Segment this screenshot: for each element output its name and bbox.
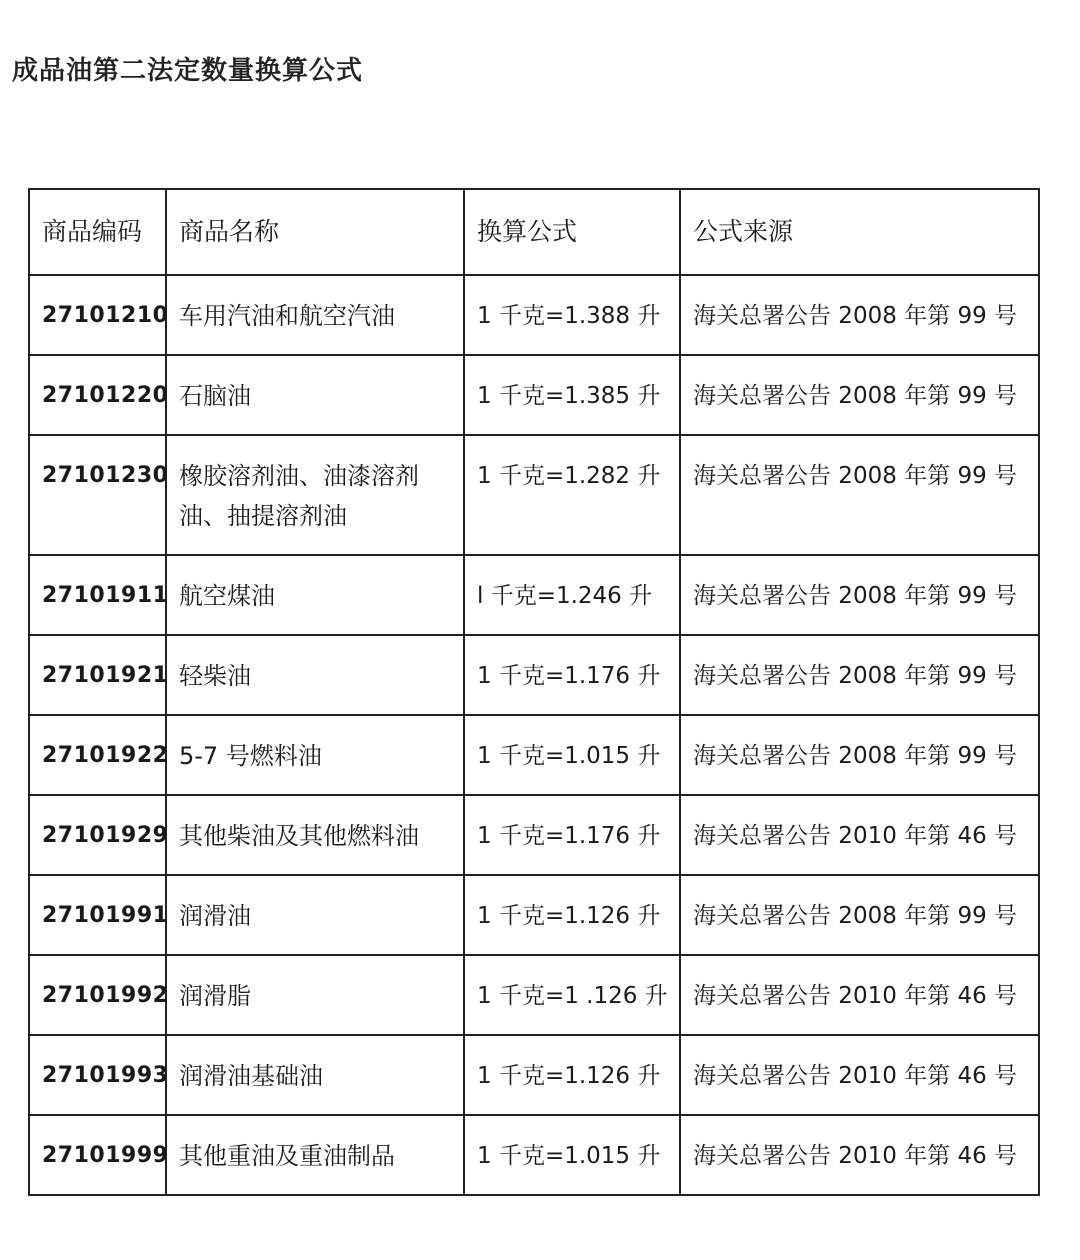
table-row [29,435,1039,555]
table-row [29,275,1039,355]
table-row [29,955,1039,1035]
cell-source: 海关总署公告 2010 年第 46 号 [680,1035,1039,1115]
cell-formula: 1 千克=1.015 升 [464,1115,680,1195]
cell-name: 润滑油基础油 [166,1035,464,1115]
cell-formula: 1 千克=1.126 升 [464,1035,680,1115]
table-row [29,635,1039,715]
table-row [29,875,1039,955]
cell-name: 其他柴油及其他燃料油 [166,795,464,875]
cell-formula: 1 千克=1.388 升 [464,275,680,355]
table-body [29,275,1039,1195]
document-title: 成品油第二法定数量换算公式 [12,56,364,86]
cell-code: 27101921 [29,635,166,715]
cell-source: 海关总署公告 2008 年第 99 号 [680,555,1039,635]
cell-source: 海关总署公告 2008 年第 99 号 [680,715,1039,795]
header-code: 商品编码 [29,189,166,275]
cell-source: 海关总署公告 2008 年第 99 号 [680,355,1039,435]
cell-source: 海关总署公告 2008 年第 99 号 [680,635,1039,715]
cell-formula: 1 千克=1.176 升 [464,635,680,715]
cell-code: 27101220 [29,355,166,435]
cell-code: 27101991 [29,875,166,955]
table-row [29,555,1039,635]
conversion-formula-table [28,188,1040,1196]
cell-formula: l 千克=1.246 升 [464,555,680,635]
cell-code: 27101230 [29,435,166,555]
header-row [29,189,1039,275]
cell-source: 海关总署公告 2010 年第 46 号 [680,955,1039,1035]
cell-name: 润滑油 [166,875,464,955]
cell-name: 航空煤油 [166,555,464,635]
cell-name: 橡胶溶剂油、油漆溶剂油、抽提溶剂油 [166,435,464,555]
cell-source: 海关总署公告 2008 年第 99 号 [680,435,1039,555]
cell-name: 润滑脂 [166,955,464,1035]
cell-name: 轻柴油 [166,635,464,715]
cell-name: 车用汽油和航空汽油 [166,275,464,355]
conversion-table-container [28,188,1038,1196]
cell-code: 27101992 [29,955,166,1035]
cell-formula: 1 千克=1 .126 升 [464,955,680,1035]
cell-formula: 1 千克=1.282 升 [464,435,680,555]
cell-formula: 1 千克=1.385 升 [464,355,680,435]
table-row [29,1035,1039,1115]
cell-code: 27101922 [29,715,166,795]
cell-formula: 1 千克=1.176 升 [464,795,680,875]
header-name: 商品名称 [166,189,464,275]
header-source: 公式来源 [680,189,1039,275]
cell-code: 27101210 [29,275,166,355]
cell-code: 27101929 [29,795,166,875]
table-header [29,189,1039,275]
cell-name: 石脑油 [166,355,464,435]
cell-code: 27101911 [29,555,166,635]
cell-source: 海关总署公告 2008 年第 99 号 [680,275,1039,355]
cell-code: 27101999 [29,1115,166,1195]
table-row [29,1115,1039,1195]
cell-source: 海关总署公告 2008 年第 99 号 [680,875,1039,955]
header-formula: 换算公式 [464,189,680,275]
table-row [29,355,1039,435]
table-row [29,795,1039,875]
cell-name: 5-7 号燃料油 [166,715,464,795]
cell-formula: 1 千克=1.126 升 [464,875,680,955]
cell-source: 海关总署公告 2010 年第 46 号 [680,795,1039,875]
cell-formula: 1 千克=1.015 升 [464,715,680,795]
cell-code: 27101993 [29,1035,166,1115]
table-row [29,715,1039,795]
cell-name: 其他重油及重油制品 [166,1115,464,1195]
cell-source: 海关总署公告 2010 年第 46 号 [680,1115,1039,1195]
